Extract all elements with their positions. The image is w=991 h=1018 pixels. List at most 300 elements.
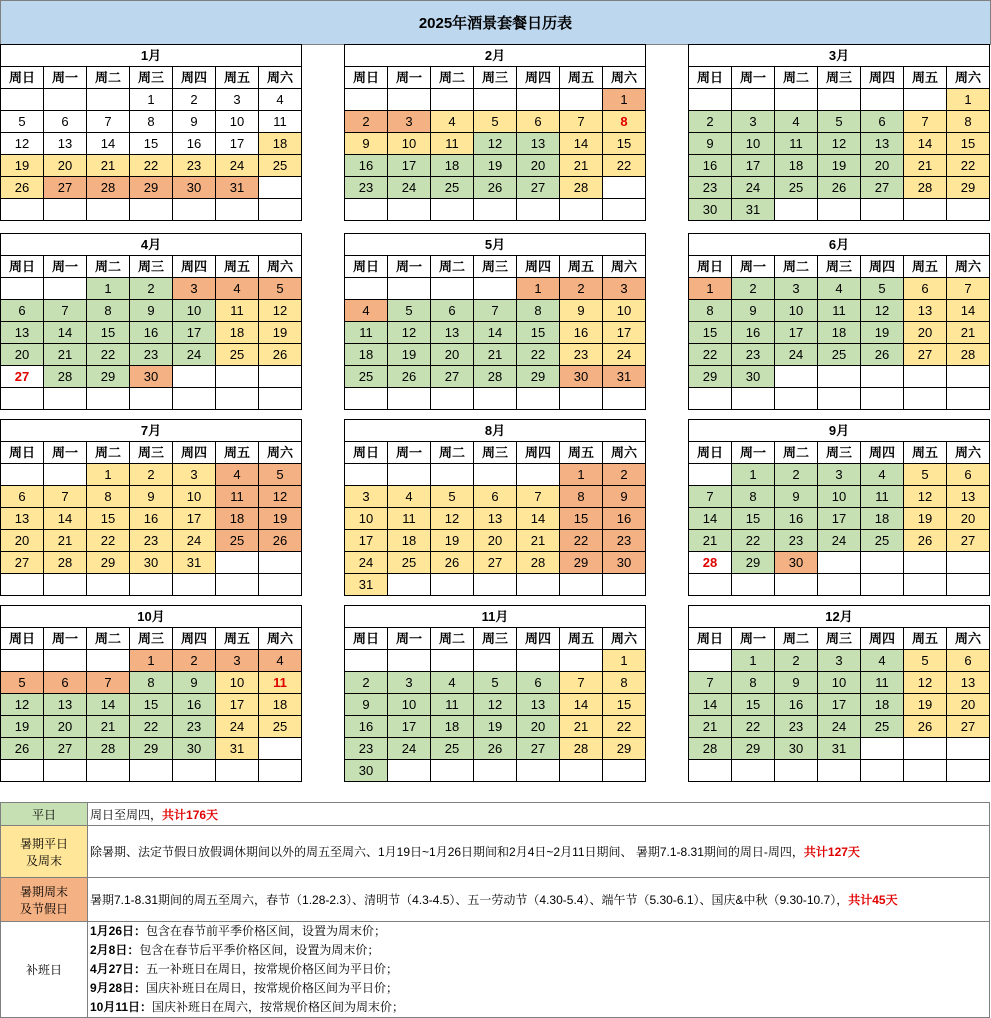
day-cell: 7 [560,111,603,133]
empty-cell [44,278,87,300]
weekday-header: 周五 [216,442,259,464]
empty-cell [818,89,861,111]
empty-cell [345,650,388,672]
day-cell: 9 [689,133,732,155]
empty-cell [947,738,990,760]
day-cell: 7 [44,486,87,508]
weekday-header: 周一 [44,442,87,464]
day-cell: 11 [775,133,818,155]
day-cell: 30 [130,552,173,574]
day-cell: 9 [603,486,646,508]
day-cell: 8 [603,672,646,694]
day-cell: 29 [130,177,173,199]
empty-cell [259,574,302,596]
empty-cell [732,89,775,111]
makeup-item [90,941,987,960]
weekday-header: 周二 [431,628,474,650]
day-cell: 18 [775,155,818,177]
empty-cell [44,199,87,221]
empty-cell [87,89,130,111]
day-cell: 15 [517,322,560,344]
day-cell: 3 [216,650,259,672]
day-cell: 9 [345,694,388,716]
weekday-header: 周三 [818,256,861,278]
day-cell: 14 [87,133,130,155]
day-cell: 23 [732,344,775,366]
weekday-header: 周二 [87,628,130,650]
weekday-header: 周二 [87,67,130,89]
weekday-header: 周一 [388,442,431,464]
empty-cell [1,464,44,486]
empty-cell [259,388,302,410]
day-cell: 3 [818,650,861,672]
day-cell: 25 [216,344,259,366]
day-cell: 5 [259,278,302,300]
empty-cell [1,89,44,111]
empty-cell [388,650,431,672]
day-cell: 14 [474,322,517,344]
month-table [344,419,646,596]
day-cell: 10 [775,300,818,322]
month-name: 9月 [689,420,990,442]
empty-cell [947,574,990,596]
makeup-date: 9月28日： [90,981,147,995]
weekday-header: 周五 [904,256,947,278]
makeup-date: 2月8日： [90,943,140,957]
day-cell: 13 [517,694,560,716]
day-cell: 23 [173,716,216,738]
day-cell: 28 [689,738,732,760]
empty-cell [44,464,87,486]
day-cell: 22 [689,344,732,366]
empty-cell [130,574,173,596]
weekday-header: 周三 [474,442,517,464]
weekday-header: 周二 [775,256,818,278]
weekday-header: 周日 [689,442,732,464]
day-cell: 8 [689,300,732,322]
day-cell: 3 [775,278,818,300]
day-cell: 21 [87,155,130,177]
weekday-header: 周四 [517,442,560,464]
day-cell: 12 [818,133,861,155]
month-table [0,419,302,596]
empty-cell [431,574,474,596]
day-cell: 16 [173,133,216,155]
day-cell: 7 [474,300,517,322]
weekday-header: 周一 [388,256,431,278]
day-cell: 22 [130,155,173,177]
day-cell: 31 [216,738,259,760]
day-cell: 31 [732,199,775,221]
day-cell: 28 [87,738,130,760]
day-cell: 25 [259,155,302,177]
day-cell: 7 [87,672,130,694]
day-cell: 2 [173,89,216,111]
day-cell: 6 [1,486,44,508]
day-cell: 5 [259,464,302,486]
legend-weekday-text: 周日至周四， [90,807,163,822]
empty-cell [818,552,861,574]
day-cell: 4 [216,278,259,300]
empty-cell [216,366,259,388]
day-cell: 7 [87,111,130,133]
day-cell: 7 [689,486,732,508]
empty-cell [904,366,947,388]
day-cell: 4 [861,650,904,672]
empty-cell [259,552,302,574]
day-cell: 14 [947,300,990,322]
month-name: 7月 [1,420,302,442]
empty-cell [431,464,474,486]
day-cell: 20 [474,530,517,552]
weekday-header: 周四 [517,67,560,89]
month-calendar [688,605,990,782]
day-cell: 20 [1,530,44,552]
day-cell: 18 [216,322,259,344]
legend-summer-weekday-label [1,826,88,878]
day-cell: 27 [44,738,87,760]
empty-cell [689,760,732,782]
day-cell: 24 [603,344,646,366]
empty-cell [474,199,517,221]
day-cell: 17 [818,694,861,716]
day-cell: 8 [130,111,173,133]
weekday-header: 周四 [173,67,216,89]
day-cell: 12 [259,486,302,508]
day-cell: 12 [1,133,44,155]
weekday-header: 周一 [44,67,87,89]
day-cell: 30 [689,199,732,221]
empty-cell [689,650,732,672]
day-cell: 20 [947,694,990,716]
day-cell: 23 [345,177,388,199]
day-cell: 12 [861,300,904,322]
day-cell: 27 [517,177,560,199]
day-cell: 26 [259,344,302,366]
weekday-header: 周三 [474,67,517,89]
day-cell: 18 [259,694,302,716]
weekday-header: 周二 [431,442,474,464]
empty-cell [1,760,44,782]
month-table [0,233,302,410]
makeup-text: 包含在春节后平季价格区间，设置为周末价； [139,943,380,957]
day-cell: 17 [818,508,861,530]
day-cell: 13 [904,300,947,322]
day-cell: 1 [517,278,560,300]
day-cell: 31 [173,552,216,574]
day-cell: 29 [689,366,732,388]
day-cell: 18 [216,508,259,530]
empty-cell [775,199,818,221]
weekday-header: 周六 [947,256,990,278]
makeup-text: 包含在春节前平季价格区间，设置为周末价； [146,924,387,938]
empty-cell [947,552,990,574]
day-cell: 20 [517,716,560,738]
day-cell: 22 [517,344,560,366]
empty-cell [87,199,130,221]
day-cell: 2 [603,464,646,486]
day-cell: 27 [1,552,44,574]
empty-cell [947,366,990,388]
day-cell: 20 [904,322,947,344]
empty-cell [560,574,603,596]
day-cell: 16 [775,508,818,530]
day-cell: 6 [947,650,990,672]
empty-cell [947,760,990,782]
day-cell: 29 [87,552,130,574]
empty-cell [1,574,44,596]
day-cell: 9 [130,300,173,322]
day-cell: 4 [431,672,474,694]
day-cell: 30 [775,552,818,574]
weekday-header: 周三 [474,256,517,278]
legend-table [0,802,990,1018]
empty-cell [173,366,216,388]
weekday-header: 周五 [904,67,947,89]
day-cell: 11 [861,486,904,508]
empty-cell [474,650,517,672]
day-cell: 18 [861,694,904,716]
empty-cell [216,199,259,221]
weekday-header: 周三 [130,256,173,278]
day-cell: 12 [474,694,517,716]
weekday-header: 周日 [345,67,388,89]
weekday-header: 周二 [431,67,474,89]
day-cell: 14 [560,694,603,716]
empty-cell [474,760,517,782]
weekday-header: 周六 [603,67,646,89]
empty-cell [861,366,904,388]
day-cell: 25 [259,716,302,738]
empty-cell [818,574,861,596]
weekday-header: 周五 [560,628,603,650]
day-cell: 1 [947,89,990,111]
day-cell: 16 [560,322,603,344]
day-cell: 11 [259,111,302,133]
weekday-header: 周六 [259,442,302,464]
day-cell: 9 [173,111,216,133]
day-cell: 11 [345,322,388,344]
empty-cell [603,199,646,221]
day-cell: 23 [560,344,603,366]
day-cell: 31 [818,738,861,760]
weekday-header: 周六 [603,442,646,464]
makeup-item [90,960,987,979]
weekday-header: 周一 [732,256,775,278]
empty-cell [689,388,732,410]
day-cell: 20 [44,716,87,738]
day-cell: 10 [216,111,259,133]
day-cell: 9 [560,300,603,322]
day-cell: 2 [173,650,216,672]
empty-cell [775,89,818,111]
month-calendar [344,605,646,782]
empty-cell [904,574,947,596]
empty-cell [259,366,302,388]
month-name: 5月 [345,234,646,256]
day-cell: 7 [947,278,990,300]
day-cell: 9 [775,672,818,694]
day-cell: 25 [388,552,431,574]
day-cell: 4 [861,464,904,486]
day-cell: 22 [732,716,775,738]
empty-cell [947,388,990,410]
day-cell: 18 [431,155,474,177]
weekday-header: 周一 [44,256,87,278]
makeup-item [90,979,987,998]
legend-weekday-desc [88,803,990,826]
empty-cell [1,650,44,672]
day-cell: 28 [947,344,990,366]
day-cell: 31 [216,177,259,199]
day-cell: 15 [603,694,646,716]
empty-cell [173,574,216,596]
day-cell: 15 [87,322,130,344]
day-cell: 14 [87,694,130,716]
day-cell: 26 [861,344,904,366]
day-cell: 22 [732,530,775,552]
month-name: 6月 [689,234,990,256]
empty-cell [388,574,431,596]
day-cell: 21 [44,530,87,552]
weekday-header: 周日 [689,628,732,650]
empty-cell [87,760,130,782]
day-cell: 6 [431,300,474,322]
month-name: 3月 [689,45,990,67]
day-cell: 21 [904,155,947,177]
weekday-header: 周六 [259,628,302,650]
empty-cell [861,388,904,410]
day-cell: 22 [603,155,646,177]
empty-cell [130,760,173,782]
day-cell: 19 [259,508,302,530]
day-cell: 17 [388,716,431,738]
day-cell: 16 [173,694,216,716]
day-cell: 4 [259,650,302,672]
month-calendar [344,233,646,410]
empty-cell [517,388,560,410]
day-cell: 5 [1,672,44,694]
day-cell: 19 [474,155,517,177]
day-cell: 18 [861,508,904,530]
day-cell: 22 [603,716,646,738]
day-cell: 3 [216,89,259,111]
day-cell: 16 [345,155,388,177]
day-cell: 5 [388,300,431,322]
weekday-header: 周四 [517,256,560,278]
day-cell: 14 [44,508,87,530]
day-cell: 21 [689,530,732,552]
legend-summer-weekend-text: 暑期7.1-8.31期间的周五至周六，春节（1.28-2.3）、清明节（4.3-4.5）、五一劳动节（4.30-5.4）、端午节（5.30-6.1）、国庆&中秋（9.30-10.7）， [90,893,849,907]
day-cell: 30 [560,366,603,388]
day-cell: 11 [431,133,474,155]
day-cell: 24 [818,530,861,552]
day-cell: 30 [130,366,173,388]
empty-cell [861,89,904,111]
day-cell: 3 [173,464,216,486]
day-cell: 10 [603,300,646,322]
day-cell: 28 [560,177,603,199]
day-cell: 11 [861,672,904,694]
empty-cell [947,199,990,221]
day-cell: 17 [345,530,388,552]
day-cell: 25 [345,366,388,388]
legend-summer-weekday-label-2: 及周末 [25,853,62,868]
empty-cell [560,199,603,221]
day-cell: 2 [775,464,818,486]
day-cell: 11 [431,694,474,716]
month-calendar [0,419,302,596]
day-cell: 8 [947,111,990,133]
weekday-header: 周四 [173,442,216,464]
day-cell: 26 [904,530,947,552]
empty-cell [1,199,44,221]
day-cell: 2 [775,650,818,672]
day-cell: 19 [904,694,947,716]
empty-cell [87,574,130,596]
day-cell: 10 [388,694,431,716]
day-cell: 25 [431,738,474,760]
day-cell: 6 [517,672,560,694]
day-cell: 2 [345,672,388,694]
day-cell: 8 [130,672,173,694]
day-cell: 23 [173,155,216,177]
day-cell: 9 [173,672,216,694]
legend-makeup-label: 补班日 [1,922,88,1018]
day-cell: 27 [947,716,990,738]
day-cell: 20 [517,155,560,177]
empty-cell [431,89,474,111]
day-cell: 15 [87,508,130,530]
day-cell: 6 [904,278,947,300]
day-cell: 10 [818,672,861,694]
empty-cell [517,89,560,111]
day-cell: 17 [173,322,216,344]
day-cell: 21 [517,530,560,552]
day-cell: 3 [603,278,646,300]
day-cell: 20 [861,155,904,177]
day-cell: 5 [904,650,947,672]
day-cell: 22 [947,155,990,177]
day-cell: 10 [216,672,259,694]
day-cell: 13 [861,133,904,155]
weekday-header: 周二 [775,67,818,89]
weekday-header: 周四 [861,628,904,650]
makeup-date: 1月26日： [90,924,147,938]
day-cell: 4 [818,278,861,300]
day-cell: 15 [560,508,603,530]
empty-cell [388,199,431,221]
empty-cell [904,760,947,782]
day-cell: 6 [1,300,44,322]
day-cell: 25 [818,344,861,366]
day-cell: 9 [345,133,388,155]
empty-cell [732,760,775,782]
day-cell: 24 [345,552,388,574]
day-cell: 22 [87,344,130,366]
day-cell: 25 [431,177,474,199]
weekday-header: 周四 [861,256,904,278]
day-cell: 9 [775,486,818,508]
day-cell: 12 [904,486,947,508]
empty-cell [87,388,130,410]
empty-cell [259,760,302,782]
weekday-header: 周六 [947,628,990,650]
makeup-date: 10月11日： [90,1000,153,1014]
day-cell: 15 [732,694,775,716]
day-cell: 17 [775,322,818,344]
day-cell: 21 [87,716,130,738]
